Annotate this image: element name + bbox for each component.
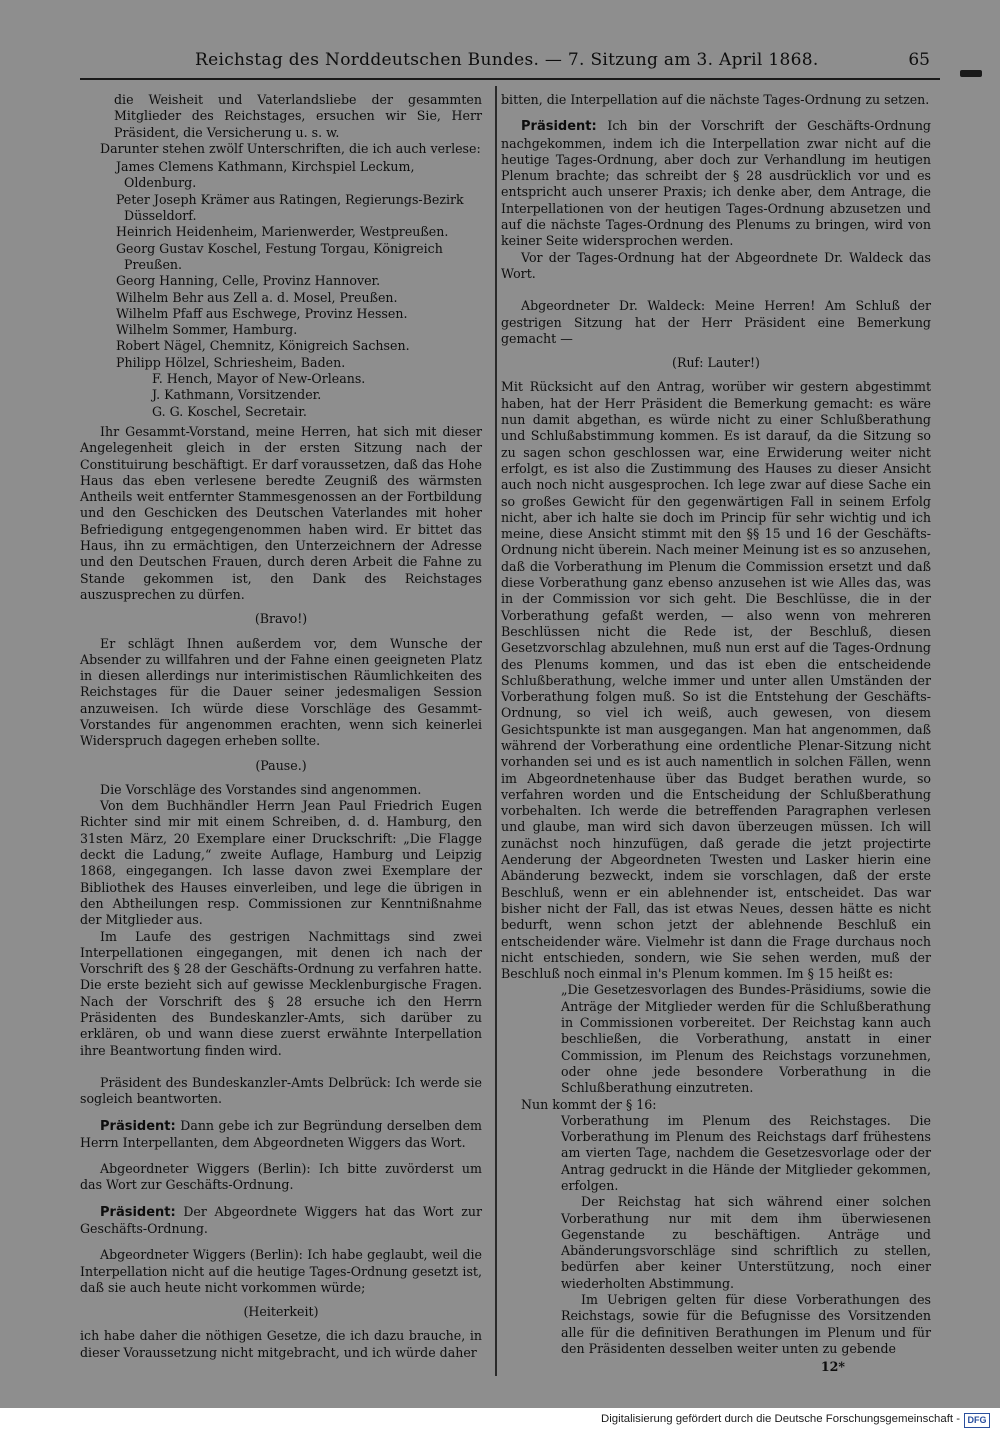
paragraph: die Weisheit und Vaterlandsliebe der gesammten Mitglieder des Reichstages, ersuchen wir Sie, Herr Präsident, die Versicherung u. s. w. <box>114 92 482 140</box>
paragraph: Vor der Tages-Ordnung hat der Abgeordnete Dr. Waldeck das Wort. <box>501 249 931 281</box>
paragraph: Ihr Gesammt-Vorstand, meine Herren, hat sich mit dieser Angelegenheit gleich in der ersten Sitzung nach der Constituirung beschäftigt. Er darf voraussetzen, daß das Hohe Haus das eben verlesene beredte Zeugniß des wärmsten Antheils weit entfernter Stammesgenossen an der Fortbildung und den Geschicken des Deutschen Vaterlandes mit hoher Befriedigung entgegengenommen haben wird. Er bittet das Haus, ihn zu ermächtigen, den Unterzeichnern der Adresse und den Deutschen Frauen, durch deren Arbeit die Fahne zu Stande gekommen ist, den Dank des Reichstages auszusprechen zu dürfen. <box>80 423 482 602</box>
paragraph: Mit Rücksicht auf den Antrag, worüber wir gestern abgestimmt haben, hat der Herr Präsident die Bemerkung gemacht: es wäre nun damit abgethan, es würde nicht zu einer Schlußberathung und Schlußabstimmung kommen. Es ist darauf, da die Sitzung so zu sagen schon geschlossen war, eine Erwiderung weiter nicht erfolgt, es ist also die Zustimmung des Hauses zu dieser Ansicht auch noch nicht ausgesprochen. Ich lege zwar auf diese Sache ein so großes Gewicht für den gegenwärtigen Fall in seinem Erfolg nicht, aber ich halte sie doch im Princip für sehr wichtig und ich meine, diese Ansicht stimmt mit den §§ 15 und 16 der Geschäfts-Ordnung nicht überein. Nach meiner Meinung ist es so anzusehen, daß die Vorberathung im Plenum die Commission ersetzt und daß diese Vorberathung ganz ebenso anzusehen ist wie Alles das, was in der Commission vor sich geht. Die Beschlüsse, die in der Vorberathung gefaßt werden, — also wenn von mehreren Beschlüssen nicht die Rede ist, der Beschluß, diesen Gesetzvorschlag abzulehnen, muß nun erst auf die Tages-Ordnung des Plenums kommen, und das ist eben die entscheidende Schlußberathung, welche immer und unter allen Umständen der Vorberathung folgen muß. So ist die Entstehung der Geschäfts-Ordnung, so viel ich weiß, auch gewesen, von diesem Gesichtspunkte ist man ausgegangen. Man hat angenommen, daß während der Vorberathung eine ordentliche Plenar-Sitzung nicht vorhanden sei und es ist auch namentlich in solchen Fällen, wenn im Abgeordnetenhause über das Budget berathen wurde, so verfahren worden und die Entscheidung der Schlußberathung vorbehalten. Ich werde die betreffenden Paragraphen verlesen und glaube, man wird sich davon überzeugen müssen. Ich will zunächst noch hinzufügen, daß gerade die jetzt projectirte Aenderung der Abgeordneten Twesten und Lasker hierin eine Abänderung bezweckt, indem sie vorschlagen, daß der erste Beschluß, wenn er ein ablehnender ist, entscheidet. Das war bisher nicht der Fall, das ist etwas Neues, dessen hätte es nicht bedurft, wenn schon jetzt der ablehnende Beschluß ein entscheidender wäre. Vielmehr ist dann die Frage durchaus noch nicht entschieden, sondern, wie Sie sehen werden, muß der Beschluß noch einmal in's Plenum kommen. Im § 15 heißt es: <box>501 379 931 982</box>
speech <box>80 1247 482 1296</box>
officer: F. Hench, Mayor of New-Orleans. <box>152 371 366 387</box>
speech <box>501 298 931 347</box>
signatory: Wilhelm Sommer, Hamburg. <box>116 322 298 338</box>
officer: J. Kathmann, Vorsitzender. <box>152 387 322 403</box>
page-header <box>80 46 940 80</box>
speaker: Präsident: <box>100 1118 176 1134</box>
quotation: Im Uebrigen gelten für diese Vorberathungen des Reichstags, sowie für die Befugnisse des Vorsitzenden alle für die definitiven Berathungen im Plenum und für den Präsidenten desselben weiter unten zu gebende <box>561 1292 931 1356</box>
signatory: Heinrich Heidenheim, Marienwerder, Westpreußen. <box>116 224 449 240</box>
paragraph: Er schlägt Ihnen außerdem vor, dem Wunsche der Absender zu willfahren und der Fahne einen geeigneten Platz in diesen allerdings nur interimistischen Räumlichkeiten des Reichstages für die Dauer seiner jedesmaligen Session anzuweisen. Ich würde diese Vorschläge des Gesammt-Vorstandes für angenommen erachten, wenn sich keinerlei Widerspruch dagegen erheben sollte. <box>80 635 482 749</box>
speaker: Präsident: <box>521 119 597 135</box>
left-column <box>80 92 482 1361</box>
speaker: Abgeordneter Wiggers (Berlin): <box>100 1247 303 1263</box>
speech <box>80 1118 482 1152</box>
paragraph: Die Vorschläge des Vorstandes sind angenommen. <box>100 781 422 797</box>
quotation: „Die Gesetzesvorlagen des Bundes-Präsidiums, sowie die Anträge der Mitglieder werden für die Schlußberathung in Commissionen vorbereitet. Der Reichstag kann auch beschließen, die Vorberathung, anstatt in einer Commission, im Plenum des Reichstags vorzunehmen, oder ohne jede besondere Vorberathung in die Schlußberathung einzutreten. <box>561 982 931 1096</box>
signature-mark: 12* <box>820 1359 845 1375</box>
signatory: Philipp Hölzel, Schriesheim, Baden. <box>116 354 346 370</box>
speech-text: Meine Herren! Am Schluß der gestrigen Sitzung hat der Herr Präsident eine Bemerkung gemacht — <box>501 298 931 346</box>
page-number: 65 <box>908 50 930 70</box>
footer-bar <box>0 1408 1000 1432</box>
speech-text: Ich bitte zuvörderst um das Wort zur Geschäfts-Ordnung. <box>80 1161 482 1193</box>
speaker: Präsident des Bundeskanzler-Amts Delbrück: <box>100 1074 391 1090</box>
speech-text: Der Abgeordnete Wiggers hat das Wort zur Geschäfts-Ordnung. <box>80 1203 482 1236</box>
speech <box>80 1075 482 1108</box>
quotation: Der Reichstag hat sich während einer solchen Vorberathung nur mit dem ihm überwiesenen Gegenstande zu beschäftigen. Anträge und Abänderungsvorschläge sind schriftlich zu stellen, bedürfen aber keiner Unterstützung, noch einer wiederholten Abstimmung. <box>561 1194 931 1291</box>
paragraph: Darunter stehen zwölf Unterschriften, die ich auch verlese: <box>100 140 481 156</box>
signatory: Georg Gustav Koschel, Festung Torgau, Königreich Preußen. <box>116 240 443 272</box>
speaker: Abgeordneter Dr. Waldeck: <box>521 298 706 314</box>
running-title: Reichstag des Norddeutschen Bundes. — 7. Sitzung am 3. April 1868. <box>195 50 819 70</box>
column-divider <box>495 86 497 1376</box>
speech-text: Dann gebe ich zur Begründung derselben dem Herrn Interpellanten, dem Abgeordneten Wiggers das Wort. <box>80 1117 482 1150</box>
signatory: Wilhelm Pfaff aus Eschwege, Provinz Hessen. <box>116 305 408 321</box>
interjection: (Heiterkeit) <box>243 1304 319 1320</box>
dfg-logo: DFG <box>964 1413 990 1428</box>
signatory: Georg Hanning, Celle, Provinz Hannover. <box>116 273 381 289</box>
right-column <box>501 92 931 1376</box>
signatory: James Clemens Kathmann, Kirchspiel Leckum, Oldenburg. <box>116 159 415 191</box>
speech <box>80 1204 482 1238</box>
quotation: Vorberathung im Plenum des Reichstages. Die Vorberathung im Plenum des Reichstags darf frühestens am vierten Tage, nachdem die Gesetzesvorlage oder der Antrag gedruckt in die Hände der Mitglieder gekommen, erfolgen. <box>561 1112 931 1193</box>
speech-text: Ich habe geglaubt, weil die Interpellation nicht auf die heutige Tages-Ordnung gesetzt ist, daß sie auch heute nicht vorkommen würde; <box>80 1247 482 1295</box>
speech <box>501 118 931 249</box>
paragraph: ich habe daher die nöthigen Gesetze, die ich dazu brauche, in dieser Voraussetzung nicht mitgebracht, und ich würde daher <box>80 1328 482 1360</box>
signatory-list <box>80 159 482 420</box>
speaker: Abgeordneter Wiggers (Berlin): <box>100 1161 311 1177</box>
signatory: Robert Nägel, Chemnitz, Königreich Sachsen. <box>116 338 410 354</box>
speaker: Präsident: <box>100 1204 176 1220</box>
interjection: (Ruf: Lauter!) <box>672 355 760 371</box>
paragraph: Nun kommt der § 16: <box>521 1096 657 1112</box>
signatory: Wilhelm Behr aus Zell a. d. Mosel, Preußen. <box>116 289 398 305</box>
speech-text: Ich werde sie sogleich beantworten. <box>80 1074 482 1107</box>
interjection: (Pause.) <box>255 757 307 773</box>
officer: G. G. Koschel, Secretair. <box>152 403 307 419</box>
paragraph: bitten, die Interpellation auf die nächste Tages-Ordnung zu setzen. <box>501 92 930 107</box>
paragraph: Von dem Buchhändler Herrn Jean Paul Friedrich Eugen Richter sind mir mit einem Schreiben, d. d. Hamburg, den 31sten März, 20 Exemplare einer Druckschrift: „Die Flagge deckt die Ladung,“ zweite Auflage, Hamburg und Leipzig 1868, eingegangen. Ich lasse davon zwei Exemplare der Bibliothek des Hauses einverleiben, und lege die übrigen in den Abtheilungen resp. Commissionen zur Kenntnißnahme der Mitglieder aus. <box>80 798 482 928</box>
interjection: (Bravo!) <box>254 611 308 627</box>
speech <box>80 1161 482 1194</box>
funding-note: Digitalisierung gefördert durch die Deutsche Forschungsgemeinschaft - <box>601 1413 960 1425</box>
paragraph: Im Laufe des gestrigen Nachmittags sind zwei Interpellationen eingegangen, mit denen ich nach der Vorschrift des § 28 der Geschäfts-Ordnung zu verfahren hatte. Die erste bezieht sich auf gewisse Mecklenburgische Fragen. Nach der Vorschrift des § 28 ersuche ich den Herrn Präsidenten des Bundeskanzler-Amts, sich darüber zu erklären, ob und wann diese zuerst erwähnte Interpellation ihre Beantwortung finden wird. <box>80 928 482 1058</box>
speech-text: Ich bin der Vorschrift der Geschäfts-Ordnung nachgekommen, indem ich die Interpellation zwar nicht auf die heutige Tages-Ordnung, aber doch zur Verhandlung im heutigen Plenum brachte; das schreibt der § 28 ausdrücklich vor und es entspricht auch unserer Praxis; ich denke aber, dem Antrage, die Interpellationen von der heutigen Tages-Ordnung abzusetzen und auf die nächste Tages-Ordnung des Plenums zu bringen, wird von keiner Seite widersprochen werden. <box>501 118 931 249</box>
scan-edge-mark <box>960 70 982 77</box>
signatory: Peter Joseph Krämer aus Ratingen, Regierungs-Bezirk Düsseldorf. <box>116 191 464 224</box>
